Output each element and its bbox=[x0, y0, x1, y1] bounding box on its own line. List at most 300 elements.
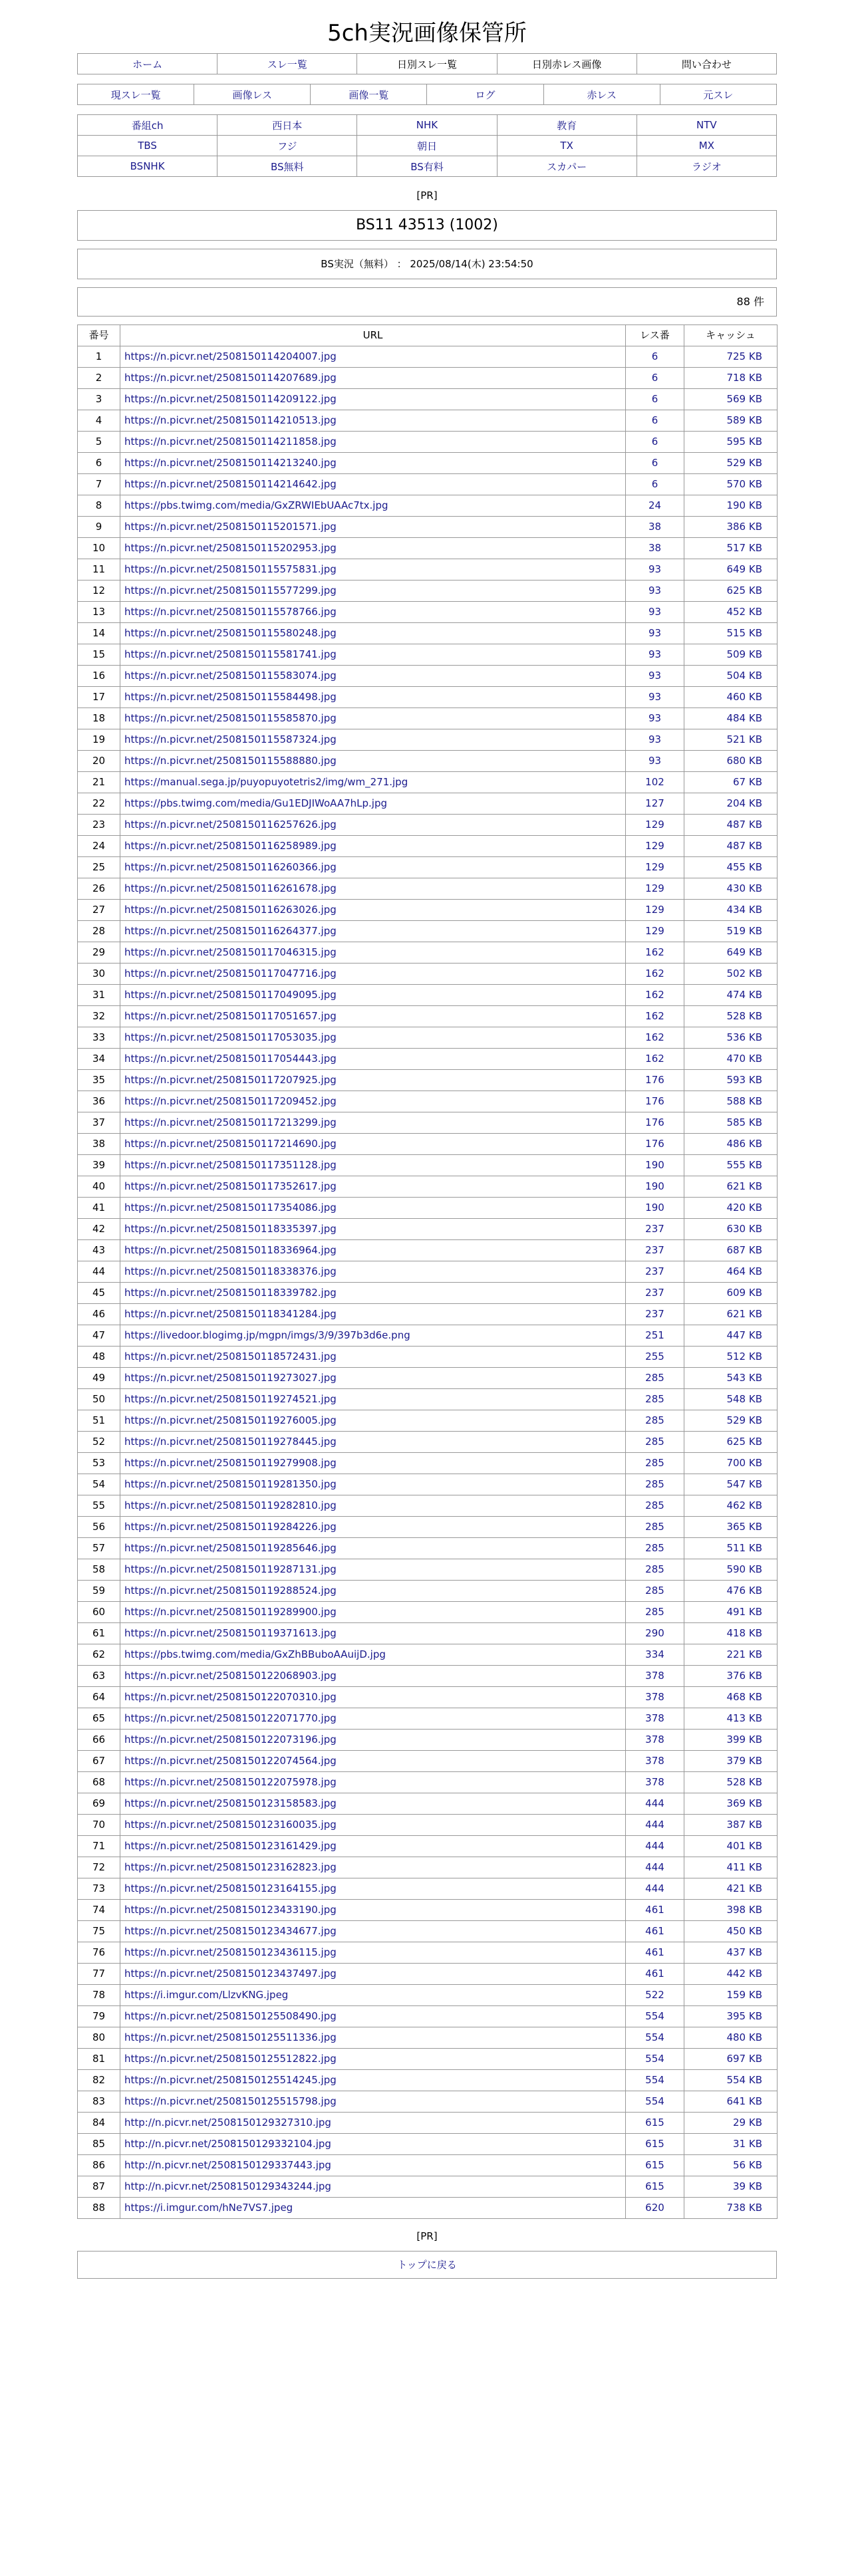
cache-size-link[interactable]: 649 KB bbox=[684, 559, 778, 580]
channel-link[interactable]: TBS bbox=[78, 136, 217, 156]
cache-size-link[interactable]: 687 KB bbox=[684, 1240, 778, 1261]
res-number-link[interactable]: 285 bbox=[626, 1602, 684, 1623]
image-url-link[interactable]: https://pbs.twimg.com/media/GxZRWIEbUAAc7tx.jpg bbox=[120, 495, 626, 517]
cache-size-link[interactable]: 625 KB bbox=[684, 1432, 778, 1453]
image-url-link[interactable]: https://n.picvr.net/2508150115577299.jpg bbox=[120, 580, 626, 602]
cache-size-link[interactable]: 430 KB bbox=[684, 878, 778, 900]
image-url-link[interactable]: https://n.picvr.net/2508150114207689.jpg bbox=[120, 368, 626, 389]
res-number-link[interactable]: 461 bbox=[626, 1942, 684, 1964]
cache-size-link[interactable]: 452 KB bbox=[684, 602, 778, 623]
res-number-link[interactable]: 237 bbox=[626, 1261, 684, 1283]
cache-size-link[interactable]: 569 KB bbox=[684, 389, 778, 410]
res-number-link[interactable]: 444 bbox=[626, 1793, 684, 1815]
cache-size-link[interactable]: 521 KB bbox=[684, 729, 778, 751]
image-url-link[interactable]: https://pbs.twimg.com/media/GxZhBBuboAAuijD.jpg bbox=[120, 1644, 626, 1666]
cache-size-link[interactable]: 528 KB bbox=[684, 1772, 778, 1793]
image-url-link[interactable]: https://n.picvr.net/2508150117209452.jpg bbox=[120, 1091, 626, 1112]
res-number-link[interactable]: 93 bbox=[626, 559, 684, 580]
image-url-link[interactable]: https://n.picvr.net/2508150115583074.jpg bbox=[120, 666, 626, 687]
cache-size-link[interactable]: 464 KB bbox=[684, 1261, 778, 1283]
res-number-link[interactable]: 620 bbox=[626, 2198, 684, 2219]
res-number-link[interactable]: 444 bbox=[626, 1878, 684, 1900]
res-number-link[interactable]: 162 bbox=[626, 1027, 684, 1049]
image-url-link[interactable]: https://n.picvr.net/2508150118341284.jpg bbox=[120, 1304, 626, 1325]
res-number-link[interactable]: 129 bbox=[626, 857, 684, 878]
image-url-link[interactable]: https://n.picvr.net/2508150119281350.jpg bbox=[120, 1474, 626, 1495]
cache-size-link[interactable]: 401 KB bbox=[684, 1836, 778, 1857]
image-url-link[interactable]: https://n.picvr.net/2508150115202953.jpg bbox=[120, 538, 626, 559]
image-url-link[interactable]: https://n.picvr.net/2508150123434677.jpg bbox=[120, 1921, 626, 1942]
image-url-link[interactable]: https://n.picvr.net/2508150122071770.jpg bbox=[120, 1708, 626, 1730]
res-number-link[interactable]: 251 bbox=[626, 1325, 684, 1347]
image-url-link[interactable]: https://n.picvr.net/2508150122075978.jpg bbox=[120, 1772, 626, 1793]
res-number-link[interactable]: 176 bbox=[626, 1091, 684, 1112]
cache-size-link[interactable]: 543 KB bbox=[684, 1368, 778, 1389]
cache-size-link[interactable]: 502 KB bbox=[684, 964, 778, 985]
res-number-link[interactable]: 93 bbox=[626, 751, 684, 772]
res-number-link[interactable]: 285 bbox=[626, 1474, 684, 1495]
nav-red-res[interactable]: 赤レス bbox=[543, 84, 660, 105]
res-number-link[interactable]: 129 bbox=[626, 836, 684, 857]
nav-daily-red-images[interactable]: 日別赤レス画像 bbox=[497, 54, 637, 74]
res-number-link[interactable]: 93 bbox=[626, 729, 684, 751]
res-number-link[interactable]: 378 bbox=[626, 1687, 684, 1708]
res-number-link[interactable]: 162 bbox=[626, 964, 684, 985]
image-url-link[interactable]: https://i.imgur.com/hNe7VS7.jpeg bbox=[120, 2198, 626, 2219]
nav-image-list[interactable]: 画像一覧 bbox=[311, 84, 427, 105]
res-number-link[interactable]: 554 bbox=[626, 2006, 684, 2027]
res-number-link[interactable]: 615 bbox=[626, 2155, 684, 2176]
res-number-link[interactable]: 24 bbox=[626, 495, 684, 517]
res-number-link[interactable]: 615 bbox=[626, 2176, 684, 2198]
image-url-link[interactable]: https://manual.sega.jp/puyopuyotetris2/img/wm_271.jpg bbox=[120, 772, 626, 793]
cache-size-link[interactable]: 462 KB bbox=[684, 1495, 778, 1517]
site-title[interactable]: 5ch実況画像保管所 bbox=[327, 20, 527, 47]
cache-size-link[interactable]: 455 KB bbox=[684, 857, 778, 878]
image-url-link[interactable]: https://n.picvr.net/2508150116257626.jpg bbox=[120, 815, 626, 836]
image-url-link[interactable]: https://n.picvr.net/2508150125508490.jpg bbox=[120, 2006, 626, 2027]
cache-size-link[interactable]: 387 KB bbox=[684, 1815, 778, 1836]
res-number-link[interactable]: 285 bbox=[626, 1538, 684, 1559]
image-url-link[interactable]: https://n.picvr.net/2508150116261678.jpg bbox=[120, 878, 626, 900]
nav-current-threads[interactable]: 現スレ一覧 bbox=[78, 84, 194, 105]
res-number-link[interactable]: 129 bbox=[626, 878, 684, 900]
cache-size-link[interactable]: 718 KB bbox=[684, 368, 778, 389]
res-number-link[interactable]: 6 bbox=[626, 432, 684, 453]
res-number-link[interactable]: 554 bbox=[626, 2049, 684, 2070]
res-number-link[interactable]: 102 bbox=[626, 772, 684, 793]
res-number-link[interactable]: 93 bbox=[626, 687, 684, 708]
res-number-link[interactable]: 129 bbox=[626, 815, 684, 836]
cache-size-link[interactable]: 725 KB bbox=[684, 346, 778, 368]
res-number-link[interactable]: 285 bbox=[626, 1410, 684, 1432]
image-url-link[interactable]: https://livedoor.blogimg.jp/mgpn/imgs/3/9/397b3d6e.png bbox=[120, 1325, 626, 1347]
nav-original-thread[interactable]: 元スレ bbox=[660, 84, 776, 105]
res-number-link[interactable]: 6 bbox=[626, 453, 684, 474]
res-number-link[interactable]: 237 bbox=[626, 1304, 684, 1325]
image-url-link[interactable]: https://n.picvr.net/2508150123158583.jpg bbox=[120, 1793, 626, 1815]
cache-size-link[interactable]: 517 KB bbox=[684, 538, 778, 559]
cache-size-link[interactable]: 512 KB bbox=[684, 1347, 778, 1368]
image-url-link[interactable]: https://n.picvr.net/2508150117054443.jpg bbox=[120, 1049, 626, 1070]
res-number-link[interactable]: 615 bbox=[626, 2134, 684, 2155]
cache-size-link[interactable]: 442 KB bbox=[684, 1964, 778, 1985]
cache-size-link[interactable]: 413 KB bbox=[684, 1708, 778, 1730]
res-number-link[interactable]: 6 bbox=[626, 368, 684, 389]
image-url-link[interactable]: https://n.picvr.net/2508150119288524.jpg bbox=[120, 1581, 626, 1602]
res-number-link[interactable]: 93 bbox=[626, 644, 684, 666]
image-url-link[interactable]: https://n.picvr.net/2508150125511336.jpg bbox=[120, 2027, 626, 2049]
main-nav bbox=[77, 53, 777, 74]
image-url-link[interactable]: http://n.picvr.net/2508150129337443.jpg bbox=[120, 2155, 626, 2176]
image-url-link[interactable]: https://n.picvr.net/2508150119282810.jpg bbox=[120, 1495, 626, 1517]
res-number-link[interactable]: 554 bbox=[626, 2091, 684, 2113]
row-number: 87 bbox=[78, 2176, 120, 2198]
cache-size-link[interactable]: 480 KB bbox=[684, 2027, 778, 2049]
cache-size-link[interactable]: 399 KB bbox=[684, 1730, 778, 1751]
res-number-link[interactable]: 285 bbox=[626, 1581, 684, 1602]
image-url-link[interactable]: https://n.picvr.net/2508150122068903.jpg bbox=[120, 1666, 626, 1687]
image-url-link[interactable]: http://n.picvr.net/2508150129332104.jpg bbox=[120, 2134, 626, 2155]
res-number-link[interactable]: 378 bbox=[626, 1730, 684, 1751]
image-url-link[interactable]: https://n.picvr.net/2508150118339782.jpg bbox=[120, 1283, 626, 1304]
image-url-link[interactable]: https://n.picvr.net/2508150122073196.jpg bbox=[120, 1730, 626, 1751]
image-url-link[interactable]: https://n.picvr.net/2508150116264377.jpg bbox=[120, 921, 626, 942]
image-url-link[interactable]: https://n.picvr.net/2508150114204007.jpg bbox=[120, 346, 626, 368]
res-number-link[interactable]: 554 bbox=[626, 2027, 684, 2049]
cache-size-link[interactable]: 554 KB bbox=[684, 2070, 778, 2091]
image-url-link[interactable]: https://pbs.twimg.com/media/Gu1EDJIWoAA7hLp.jpg bbox=[120, 793, 626, 815]
res-number-link[interactable]: 378 bbox=[626, 1772, 684, 1793]
row-number: 32 bbox=[78, 1006, 120, 1027]
cache-size-link[interactable]: 515 KB bbox=[684, 623, 778, 644]
res-number-link[interactable]: 285 bbox=[626, 1517, 684, 1538]
cache-size-link[interactable]: 56 KB bbox=[684, 2155, 778, 2176]
image-url-link[interactable]: https://n.picvr.net/2508150115585870.jpg bbox=[120, 708, 626, 729]
res-number-link[interactable]: 237 bbox=[626, 1219, 684, 1240]
image-url-link[interactable]: https://n.picvr.net/2508150116258989.jpg bbox=[120, 836, 626, 857]
cache-size-link[interactable]: 585 KB bbox=[684, 1112, 778, 1134]
res-number-link[interactable]: 378 bbox=[626, 1751, 684, 1772]
cache-size-link[interactable]: 476 KB bbox=[684, 1581, 778, 1602]
cache-size-link[interactable]: 386 KB bbox=[684, 517, 778, 538]
res-number-link[interactable]: 285 bbox=[626, 1368, 684, 1389]
image-url-link[interactable]: http://n.picvr.net/2508150129327310.jpg bbox=[120, 2113, 626, 2134]
channel-link[interactable]: BS無料 bbox=[217, 156, 357, 177]
cache-size-link[interactable]: 486 KB bbox=[684, 1134, 778, 1155]
res-number-link[interactable]: 190 bbox=[626, 1155, 684, 1176]
image-url-link[interactable]: https://n.picvr.net/2508150123161429.jpg bbox=[120, 1836, 626, 1857]
channel-link[interactable]: 番組ch bbox=[78, 115, 217, 136]
channel-link[interactable]: 教育 bbox=[497, 115, 637, 136]
cache-size-link[interactable]: 420 KB bbox=[684, 1198, 778, 1219]
image-url-link[interactable]: https://n.picvr.net/2508150119276005.jpg bbox=[120, 1410, 626, 1432]
res-number-link[interactable]: 129 bbox=[626, 921, 684, 942]
channel-link[interactable]: TX bbox=[497, 136, 637, 156]
res-number-link[interactable]: 615 bbox=[626, 2113, 684, 2134]
cache-size-link[interactable]: 418 KB bbox=[684, 1623, 778, 1644]
channel-link[interactable]: 朝日 bbox=[357, 136, 497, 156]
cache-size-link[interactable]: 700 KB bbox=[684, 1453, 778, 1474]
cache-size-link[interactable]: 460 KB bbox=[684, 687, 778, 708]
cache-size-link[interactable]: 29 KB bbox=[684, 2113, 778, 2134]
image-url-link[interactable]: https://n.picvr.net/2508150119284226.jpg bbox=[120, 1517, 626, 1538]
res-number-link[interactable]: 444 bbox=[626, 1857, 684, 1878]
res-number-link[interactable]: 290 bbox=[626, 1623, 684, 1644]
nav-log[interactable]: ログ bbox=[427, 84, 543, 105]
channel-link[interactable]: NHK bbox=[357, 115, 497, 136]
cache-size-link[interactable]: 487 KB bbox=[684, 836, 778, 857]
cache-size-link[interactable]: 31 KB bbox=[684, 2134, 778, 2155]
image-url-link[interactable]: https://n.picvr.net/2508150114209122.jpg bbox=[120, 389, 626, 410]
row-number: 28 bbox=[78, 921, 120, 942]
image-url-link[interactable]: https://n.picvr.net/2508150114210513.jpg bbox=[120, 410, 626, 432]
image-url-link[interactable]: https://n.picvr.net/2508150117046315.jpg bbox=[120, 942, 626, 964]
image-url-link[interactable]: https://n.picvr.net/2508150115587324.jpg bbox=[120, 729, 626, 751]
image-url-link[interactable]: https://n.picvr.net/2508150119274521.jpg bbox=[120, 1389, 626, 1410]
image-url-link[interactable]: https://n.picvr.net/2508150125514245.jpg bbox=[120, 2070, 626, 2091]
image-url-link[interactable]: https://n.picvr.net/2508150115581741.jpg bbox=[120, 644, 626, 666]
res-number-link[interactable]: 554 bbox=[626, 2070, 684, 2091]
cache-size-link[interactable]: 450 KB bbox=[684, 1921, 778, 1942]
channel-link[interactable]: スカパー bbox=[497, 156, 637, 177]
cache-size-link[interactable]: 509 KB bbox=[684, 644, 778, 666]
nav-contact[interactable]: 問い合わせ bbox=[637, 54, 776, 74]
image-url-link[interactable]: https://n.picvr.net/2508150118338376.jpg bbox=[120, 1261, 626, 1283]
res-number-link[interactable]: 176 bbox=[626, 1134, 684, 1155]
cache-size-link[interactable]: 204 KB bbox=[684, 793, 778, 815]
cache-size-link[interactable]: 39 KB bbox=[684, 2176, 778, 2198]
cache-size-link[interactable]: 630 KB bbox=[684, 1219, 778, 1240]
cache-size-link[interactable]: 529 KB bbox=[684, 1410, 778, 1432]
table-row bbox=[78, 2006, 778, 2027]
cache-size-link[interactable]: 474 KB bbox=[684, 985, 778, 1006]
image-url-link[interactable]: https://n.picvr.net/2508150118335397.jpg bbox=[120, 1219, 626, 1240]
image-url-link[interactable]: https://n.picvr.net/2508150123436115.jpg bbox=[120, 1942, 626, 1964]
res-number-link[interactable]: 176 bbox=[626, 1112, 684, 1134]
image-url-link[interactable]: https://n.picvr.net/2508150125515798.jpg bbox=[120, 2091, 626, 2113]
cache-size-link[interactable]: 641 KB bbox=[684, 2091, 778, 2113]
res-number-link[interactable]: 93 bbox=[626, 708, 684, 729]
cache-size-link[interactable]: 67 KB bbox=[684, 772, 778, 793]
res-number-link[interactable]: 38 bbox=[626, 517, 684, 538]
image-url-link[interactable]: https://n.picvr.net/2508150119289900.jpg bbox=[120, 1602, 626, 1623]
image-url-link[interactable]: https://n.picvr.net/2508150117213299.jpg bbox=[120, 1112, 626, 1134]
cache-size-link[interactable]: 547 KB bbox=[684, 1474, 778, 1495]
cache-size-link[interactable]: 491 KB bbox=[684, 1602, 778, 1623]
cache-size-link[interactable]: 504 KB bbox=[684, 666, 778, 687]
res-number-link[interactable]: 522 bbox=[626, 1985, 684, 2006]
res-number-link[interactable]: 93 bbox=[626, 602, 684, 623]
res-number-link[interactable]: 6 bbox=[626, 474, 684, 495]
cache-size-link[interactable]: 519 KB bbox=[684, 921, 778, 942]
cache-size-link[interactable]: 536 KB bbox=[684, 1027, 778, 1049]
image-url-link[interactable]: https://n.picvr.net/2508150123164155.jpg bbox=[120, 1878, 626, 1900]
res-number-link[interactable]: 378 bbox=[626, 1708, 684, 1730]
cache-size-link[interactable]: 434 KB bbox=[684, 900, 778, 921]
cache-size-link[interactable]: 468 KB bbox=[684, 1687, 778, 1708]
image-url-link[interactable]: https://n.picvr.net/2508150122074564.jpg bbox=[120, 1751, 626, 1772]
res-number-link[interactable]: 162 bbox=[626, 1049, 684, 1070]
cache-size-link[interactable]: 437 KB bbox=[684, 1942, 778, 1964]
res-number-link[interactable]: 461 bbox=[626, 1921, 684, 1942]
nav-daily-thread-list[interactable]: 日別スレ一覧 bbox=[357, 54, 497, 74]
cache-size-link[interactable]: 379 KB bbox=[684, 1751, 778, 1772]
row-number: 16 bbox=[78, 666, 120, 687]
cache-size-link[interactable]: 470 KB bbox=[684, 1049, 778, 1070]
image-url-link[interactable]: https://n.picvr.net/2508150119278445.jpg bbox=[120, 1432, 626, 1453]
res-number-link[interactable]: 285 bbox=[626, 1389, 684, 1410]
image-url-link[interactable]: https://n.picvr.net/2508150115201571.jpg bbox=[120, 517, 626, 538]
image-url-link[interactable]: https://n.picvr.net/2508150114213240.jpg bbox=[120, 453, 626, 474]
cache-size-link[interactable]: 621 KB bbox=[684, 1176, 778, 1198]
cache-size-link[interactable]: 369 KB bbox=[684, 1793, 778, 1815]
image-url-link[interactable]: https://n.picvr.net/2508150119279908.jpg bbox=[120, 1453, 626, 1474]
res-number-link[interactable]: 176 bbox=[626, 1070, 684, 1091]
res-number-link[interactable]: 162 bbox=[626, 985, 684, 1006]
res-number-link[interactable]: 6 bbox=[626, 389, 684, 410]
channel-link[interactable]: BS有料 bbox=[357, 156, 497, 177]
cache-size-link[interactable]: 511 KB bbox=[684, 1538, 778, 1559]
cache-size-link[interactable]: 621 KB bbox=[684, 1304, 778, 1325]
image-url-link[interactable]: https://n.picvr.net/2508150119273027.jpg bbox=[120, 1368, 626, 1389]
cache-size-link[interactable]: 609 KB bbox=[684, 1283, 778, 1304]
channel-link[interactable]: 西日本 bbox=[217, 115, 357, 136]
nav-thread-list[interactable]: スレ一覧 bbox=[217, 54, 357, 74]
image-url-link[interactable]: https://n.picvr.net/2508150117352617.jpg bbox=[120, 1176, 626, 1198]
res-number-link[interactable]: 190 bbox=[626, 1198, 684, 1219]
image-url-link[interactable]: https://n.picvr.net/2508150117053035.jpg bbox=[120, 1027, 626, 1049]
cache-size-link[interactable]: 528 KB bbox=[684, 1006, 778, 1027]
res-number-link[interactable]: 190 bbox=[626, 1176, 684, 1198]
cache-size-link[interactable]: 680 KB bbox=[684, 751, 778, 772]
image-url-link[interactable]: https://n.picvr.net/2508150117049095.jpg bbox=[120, 985, 626, 1006]
cache-size-link[interactable]: 395 KB bbox=[684, 2006, 778, 2027]
res-number-link[interactable]: 461 bbox=[626, 1900, 684, 1921]
res-number-link[interactable]: 285 bbox=[626, 1495, 684, 1517]
image-url-link[interactable]: https://n.picvr.net/2508150115588880.jpg bbox=[120, 751, 626, 772]
cache-size-link[interactable]: 529 KB bbox=[684, 453, 778, 474]
image-url-link[interactable]: https://n.picvr.net/2508150123162823.jpg bbox=[120, 1857, 626, 1878]
cache-size-link[interactable]: 649 KB bbox=[684, 942, 778, 964]
cache-size-link[interactable]: 421 KB bbox=[684, 1878, 778, 1900]
image-url-link[interactable]: https://n.picvr.net/2508150118572431.jpg bbox=[120, 1347, 626, 1368]
res-number-link[interactable]: 6 bbox=[626, 346, 684, 368]
image-url-link[interactable]: https://n.picvr.net/2508150114214642.jpg bbox=[120, 474, 626, 495]
image-url-link[interactable]: https://n.picvr.net/2508150119287131.jpg bbox=[120, 1559, 626, 1581]
cache-size-link[interactable]: 555 KB bbox=[684, 1155, 778, 1176]
channel-link[interactable]: NTV bbox=[637, 115, 776, 136]
channel-link[interactable]: MX bbox=[637, 136, 776, 156]
cache-size-link[interactable]: 365 KB bbox=[684, 1517, 778, 1538]
table-row bbox=[78, 1261, 778, 1283]
cache-size-link[interactable]: 398 KB bbox=[684, 1900, 778, 1921]
res-number-link[interactable]: 129 bbox=[626, 900, 684, 921]
channel-link[interactable]: BSNHK bbox=[78, 156, 217, 177]
image-url-link[interactable]: https://i.imgur.com/LlzvKNG.jpeg bbox=[120, 1985, 626, 2006]
image-url-link[interactable]: https://n.picvr.net/2508150114211858.jpg bbox=[120, 432, 626, 453]
image-url-link[interactable]: https://n.picvr.net/2508150123160035.jpg bbox=[120, 1815, 626, 1836]
image-url-link[interactable]: https://n.picvr.net/2508150117047716.jpg bbox=[120, 964, 626, 985]
image-url-link[interactable]: https://n.picvr.net/2508150118336964.jpg bbox=[120, 1240, 626, 1261]
image-url-link[interactable]: https://n.picvr.net/2508150115575831.jpg bbox=[120, 559, 626, 580]
channel-link[interactable]: フジ bbox=[217, 136, 357, 156]
cache-size-link[interactable]: 589 KB bbox=[684, 410, 778, 432]
image-url-link[interactable]: https://n.picvr.net/2508150123437497.jpg bbox=[120, 1964, 626, 1985]
nav-image-res[interactable]: 画像レス bbox=[194, 84, 311, 105]
res-number-link[interactable]: 93 bbox=[626, 666, 684, 687]
res-number-link[interactable]: 378 bbox=[626, 1666, 684, 1687]
res-number-link[interactable]: 334 bbox=[626, 1644, 684, 1666]
image-url-link[interactable]: https://n.picvr.net/2508150125512822.jpg bbox=[120, 2049, 626, 2070]
cache-size-link[interactable]: 411 KB bbox=[684, 1857, 778, 1878]
cache-size-link[interactable]: 590 KB bbox=[684, 1559, 778, 1581]
image-url-link[interactable]: https://n.picvr.net/2508150116260366.jpg bbox=[120, 857, 626, 878]
cache-size-link[interactable]: 548 KB bbox=[684, 1389, 778, 1410]
res-number-link[interactable]: 461 bbox=[626, 1964, 684, 1985]
res-number-link[interactable]: 237 bbox=[626, 1240, 684, 1261]
image-url-link[interactable]: https://n.picvr.net/2508150115584498.jpg bbox=[120, 687, 626, 708]
image-url-link[interactable]: https://n.picvr.net/2508150116263026.jpg bbox=[120, 900, 626, 921]
nav-home[interactable]: ホーム bbox=[78, 54, 217, 74]
cache-size-link[interactable]: 588 KB bbox=[684, 1091, 778, 1112]
res-number-link[interactable]: 93 bbox=[626, 580, 684, 602]
res-number-link[interactable]: 127 bbox=[626, 793, 684, 815]
cache-size-link[interactable]: 595 KB bbox=[684, 432, 778, 453]
cache-size-link[interactable]: 190 KB bbox=[684, 495, 778, 517]
res-number-link[interactable]: 255 bbox=[626, 1347, 684, 1368]
table-row bbox=[78, 1049, 778, 1070]
cache-size-link[interactable]: 484 KB bbox=[684, 708, 778, 729]
res-number-link[interactable]: 444 bbox=[626, 1836, 684, 1857]
image-url-link[interactable]: https://n.picvr.net/2508150117214690.jpg bbox=[120, 1134, 626, 1155]
cache-size-link[interactable]: 738 KB bbox=[684, 2198, 778, 2219]
res-number-link[interactable]: 285 bbox=[626, 1453, 684, 1474]
image-url-link[interactable]: https://n.picvr.net/2508150117207925.jpg bbox=[120, 1070, 626, 1091]
image-url-link[interactable]: https://n.picvr.net/2508150122070310.jpg bbox=[120, 1687, 626, 1708]
image-url-link[interactable]: https://n.picvr.net/2508150119285646.jpg bbox=[120, 1538, 626, 1559]
channel-link[interactable]: ラジオ bbox=[637, 156, 776, 177]
cache-size-link[interactable]: 593 KB bbox=[684, 1070, 778, 1091]
res-number-link[interactable]: 6 bbox=[626, 410, 684, 432]
cache-size-link[interactable]: 159 KB bbox=[684, 1985, 778, 2006]
cache-size-link[interactable]: 570 KB bbox=[684, 474, 778, 495]
image-url-link[interactable]: https://n.picvr.net/2508150117351128.jpg bbox=[120, 1155, 626, 1176]
res-number-link[interactable]: 162 bbox=[626, 1006, 684, 1027]
cache-size-link[interactable]: 221 KB bbox=[684, 1644, 778, 1666]
cache-size-link[interactable]: 697 KB bbox=[684, 2049, 778, 2070]
image-url-link[interactable]: http://n.picvr.net/2508150129343244.jpg bbox=[120, 2176, 626, 2198]
res-number-link[interactable]: 444 bbox=[626, 1815, 684, 1836]
res-number-link[interactable]: 285 bbox=[626, 1559, 684, 1581]
res-number-link[interactable]: 237 bbox=[626, 1283, 684, 1304]
image-url-link[interactable]: https://n.picvr.net/2508150123433190.jpg bbox=[120, 1900, 626, 1921]
res-number-link[interactable]: 285 bbox=[626, 1432, 684, 1453]
back-to-top-link[interactable]: トップに戻る bbox=[77, 2251, 777, 2279]
image-url-link[interactable]: https://n.picvr.net/2508150117051657.jpg bbox=[120, 1006, 626, 1027]
cache-size-link[interactable]: 447 KB bbox=[684, 1325, 778, 1347]
image-url-link[interactable]: https://n.picvr.net/2508150115578766.jpg bbox=[120, 602, 626, 623]
image-url-link[interactable]: https://n.picvr.net/2508150115580248.jpg bbox=[120, 623, 626, 644]
res-number-link[interactable]: 93 bbox=[626, 623, 684, 644]
cache-size-link[interactable]: 625 KB bbox=[684, 580, 778, 602]
image-url-link[interactable]: https://n.picvr.net/2508150119371613.jpg bbox=[120, 1623, 626, 1644]
res-number-link[interactable]: 162 bbox=[626, 942, 684, 964]
cache-size-link[interactable]: 376 KB bbox=[684, 1666, 778, 1687]
cache-size-link[interactable]: 487 KB bbox=[684, 815, 778, 836]
res-number-link[interactable]: 38 bbox=[626, 538, 684, 559]
image-url-link[interactable]: https://n.picvr.net/2508150117354086.jpg bbox=[120, 1198, 626, 1219]
